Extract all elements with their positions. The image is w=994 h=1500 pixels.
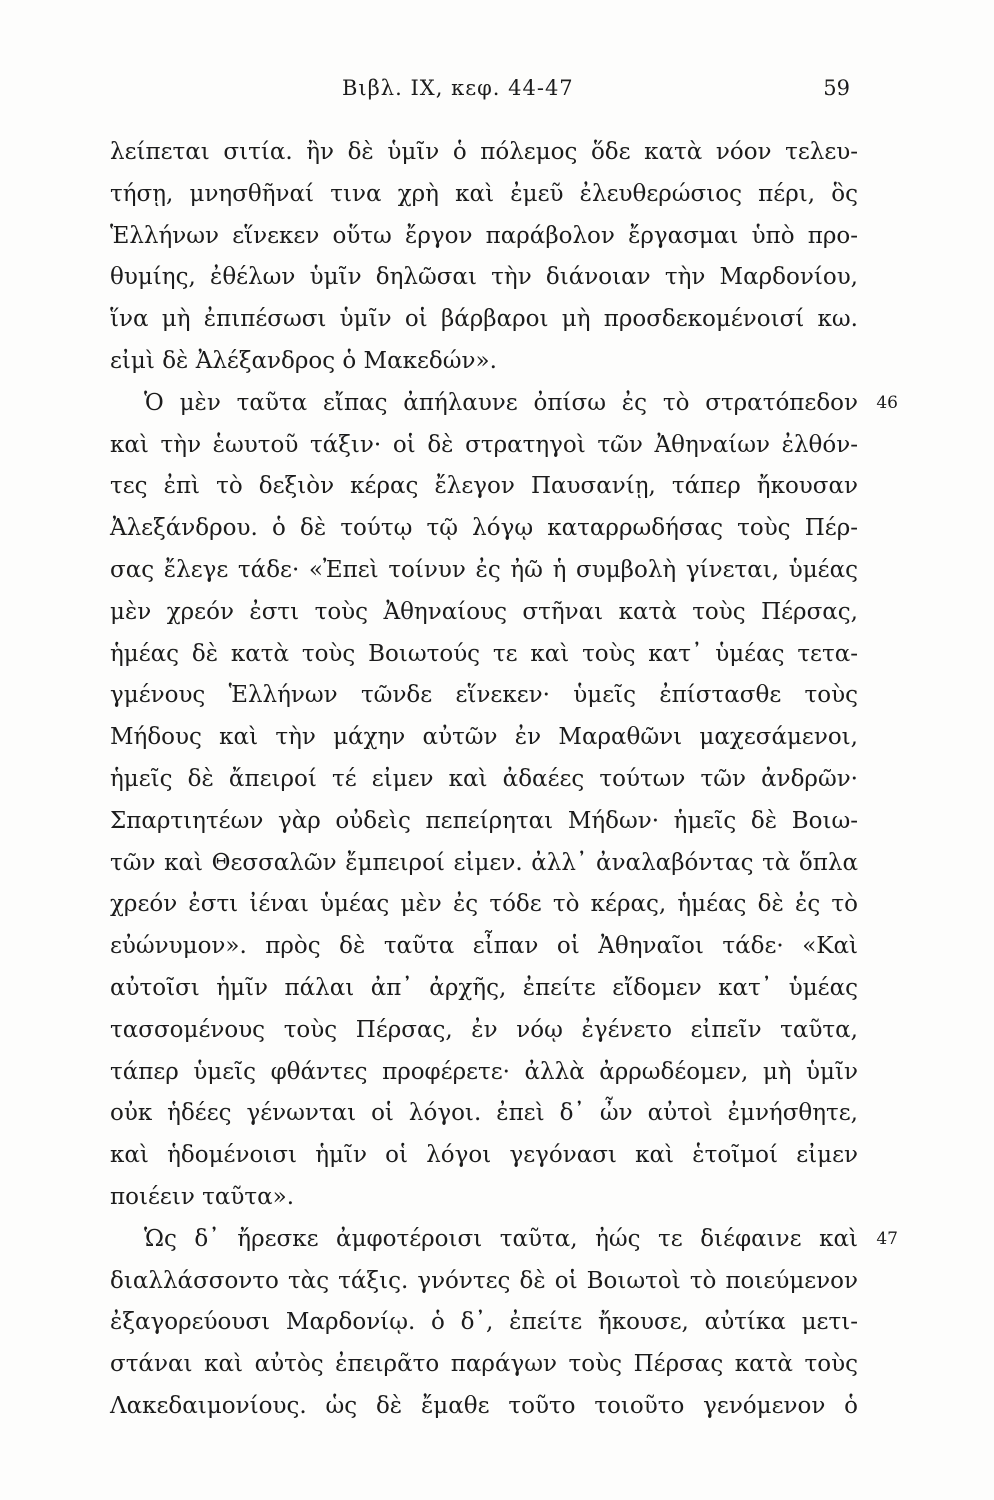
text-line: στάναι καὶ αὐτὸς ἐπειρᾶτο παράγων τοὺς Πέρσας κατὰ τοὺς [110,1351,858,1378]
text-line: διαλλάσσοντο τὰς τάξις. γνόντες δὲ οἱ Βοιωτοὶ τὸ ποιεύμενον [110,1267,858,1294]
text-line-content: Ὡς δ᾽ ἤρεσκε ἀμφοτέροισι ταῦτα, ἠώς τε διέφαινε καὶ [144,1225,858,1252]
text-line: ἡμέας δὲ κατὰ τοὺς Βοιωτούς τε καὶ τοὺς κατ᾽ ὑμέας τετα- [110,640,858,667]
text-line: ποιέειν ταῦτα». [110,1183,294,1210]
text-line: τῶν καὶ Θεσσαλῶν ἔμπειροί εἰμεν. ἀλλ᾽ ἀναλαβόντας τὰ ὅπλα [110,849,858,876]
body-text [110,132,898,1428]
text-line: Ἀλεξάνδρου. ὁ δὲ τούτῳ τῷ λόγῳ καταρρωδήσας τοὺς Πέρ- [110,515,858,542]
text-line: Λακεδαιμονίους. ὡς δὲ ἔμαθε τοῦτο τοιοῦτο γενόμενον ὁ [110,1392,858,1419]
section-number: 46 [876,392,898,413]
text-line: τες ἐπὶ τὸ δεξιὸν κέρας ἔλεγον Παυσανίῃ, τάπερ ἤκουσαν [110,473,858,500]
text-line: λείπεται σιτία. ἢν δὲ ὑμῖν ὁ πόλεμος ὅδε κατὰ νόον τελευ- [110,139,858,165]
text-line: τήσῃ, μνησθῆναί τινα χρὴ καὶ ἐμεῦ ἐλευθερώσιος πέρι, ὃς [110,180,858,207]
text-line: Ἑλλήνων εἵνεκεν οὕτω ἔργον παράβολον ἔργασμαι ὑπὸ προ- [110,222,858,249]
text-line: σας ἔλεγε τάδε· «Ἐπεὶ τοίνυν ἐς ἠῶ ἡ συμβολὴ γίνεται, ὑμέας [110,556,858,583]
text-line: Μήδους καὶ τὴν μάχην αὐτῶν ἐν Μαραθῶνι μαχεσάμενοι, [110,724,858,751]
text-line-content: Ὁ μὲν ταῦτα εἴπας ἀπήλαυνε ὀπίσω ἐς τὸ στρατόπεδον [144,389,858,416]
text-line: καὶ ἡδομένοισι ἡμῖν οἱ λόγοι γεγόνασι καὶ ἑτοῖμοί εἰμεν [110,1142,858,1169]
text-line: εὐώνυμον». πρὸς δὲ ταῦτα εἶπαν οἱ Ἀθηναῖοι τάδε· «Καὶ [110,933,858,960]
text-line: τασσομένους τοὺς Πέρσας, ἐν νόῳ ἐγένετο εἰπεῖν ταῦτα, [110,1016,858,1043]
text-line: ἐξαγορεύουσι Μαρδονίῳ. ὁ δ᾽, ἐπείτε ἤκουσε, αὐτίκα μετι- [110,1309,858,1336]
running-title: Βιβλ. IX, κεφ. 44-47 [342,76,574,100]
text-line: γμένους Ἑλλήνων τῶνδε εἵνεκεν· ὑμεῖς ἐπίστασθε τοὺς [110,682,858,709]
text-line: ἵνα μὴ ἐπιπέσωσι ὑμῖν οἱ βάρβαροι μὴ προσδεκομένοισί κω. [110,306,858,333]
text-line: θυμίης, ἐθέλων ὑμῖν δηλῶσαι τὴν διάνοιαν τὴν Μαρδονίου, [110,264,858,291]
text-line: οὐκ ἡδέες γένωνται οἱ λόγοι. ἐπεὶ δ᾽ ὦν αὐτοὶ ἐμνήσθητε, [110,1100,858,1127]
text-line: καὶ τὴν ἑωυτοῦ τάξιν· οἱ δὲ στρατηγοὶ τῶν Ἀθηναίων ἐλθόν- [110,431,858,458]
text-line: χρεόν ἐστι ἰέναι ὑμέας μὲν ἐς τόδε τὸ κέρας, ἡμέας δὲ ἐς τὸ [110,891,858,918]
text-line-section-46 [110,383,898,425]
text-line: εἰμὶ δὲ Ἀλέξανδρος ὁ Μακεδών». [110,347,497,374]
text-line-section-47 [110,1219,898,1261]
text-line: τάπερ ὑμεῖς φθάντες προφέρετε· ἀλλὰ ἀρρωδέομεν, μὴ ὑμῖν [110,1058,858,1085]
section-number: 47 [876,1228,898,1249]
text-line: αὐτοῖσι ἡμῖν πάλαι ἀπ᾽ ἀρχῆς, ἐπείτε εἴδομεν κατ᾽ ὑμέας [110,974,858,1001]
text-line: Σπαρτιητέων γὰρ οὐδεὶς πεπείρηται Μήδων· ἡμεῖς δὲ Βοιω- [110,807,858,834]
text-line: ἡμεῖς δὲ ἄπειροί τέ εἰμεν καὶ ἀδαέες τούτων τῶν ἀνδρῶν· [110,765,858,792]
page-number: 59 [823,76,850,100]
text-line: μὲν χρεόν ἐστι τοὺς Ἀθηναίους στῆναι κατὰ τοὺς Πέρσας, [110,598,858,625]
running-head [110,76,850,106]
